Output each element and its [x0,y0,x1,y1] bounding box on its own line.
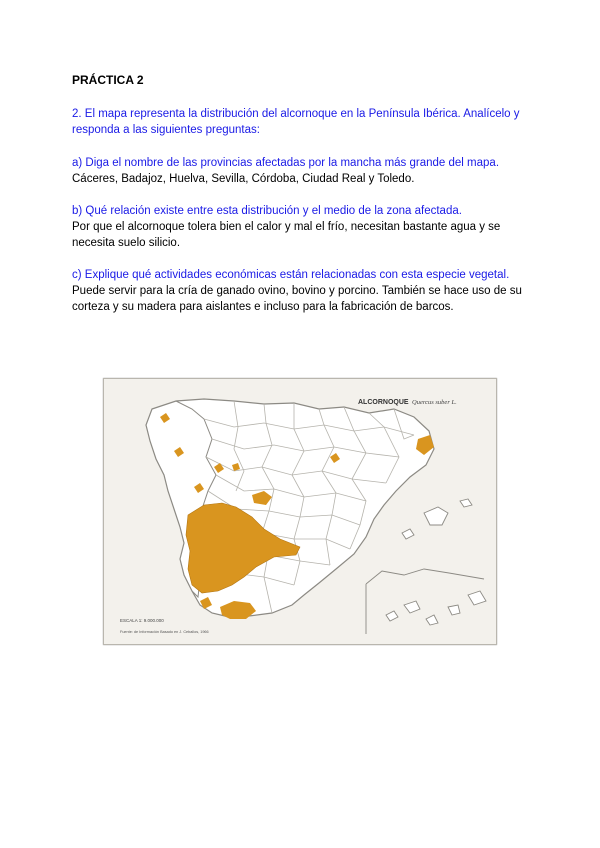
question-c-block [72,267,542,315]
map-scale: ESCALA 1: 9.000.000 [120,618,164,623]
question-a: a) Diga el nombre de las provincias afectadas por la mancha más grande del mapa. [72,157,500,169]
question-b-block [72,203,542,251]
map-svg [104,379,496,644]
map-species: Quercus suber L. [412,399,457,406]
question-c: c) Explique qué actividades económicas están relacionadas con esta especie vegetal. [72,269,510,281]
map-title: ALCORNOQUE [358,399,409,406]
answer-c: Puede servir para la cría de ganado ovino, bovino y porcino. También se hace uso de su corteza y su madera para aislantes e incluso para la fabricación de barcos. [72,285,522,313]
map-source: Fuente: de Información Basado en J. Ceballos, 1966 [120,630,209,634]
cork-oak-distribution-map [103,378,497,645]
intro-paragraph: 2. El mapa representa la distribución del alcornoque en la Península Ibérica. Analícelo y responda a las siguientes preguntas: [72,108,520,136]
question-b: b) Qué relación existe entre esta distribución y el medio de la zona afectada. [72,205,462,217]
canary-islands-inset [366,569,486,634]
answer-a: Cáceres, Badajoz, Huelva, Sevilla, Córdoba, Ciudad Real y Toledo. [72,173,415,185]
question-a-block [72,155,542,187]
answer-b: Por que el alcornoque tolera bien el calor y mal el frío, necesitan bastante agua y se necesita suelo silicio. [72,221,501,249]
balearic-islands [402,499,472,539]
practice-heading: PRÁCTICA 2 [72,73,144,87]
